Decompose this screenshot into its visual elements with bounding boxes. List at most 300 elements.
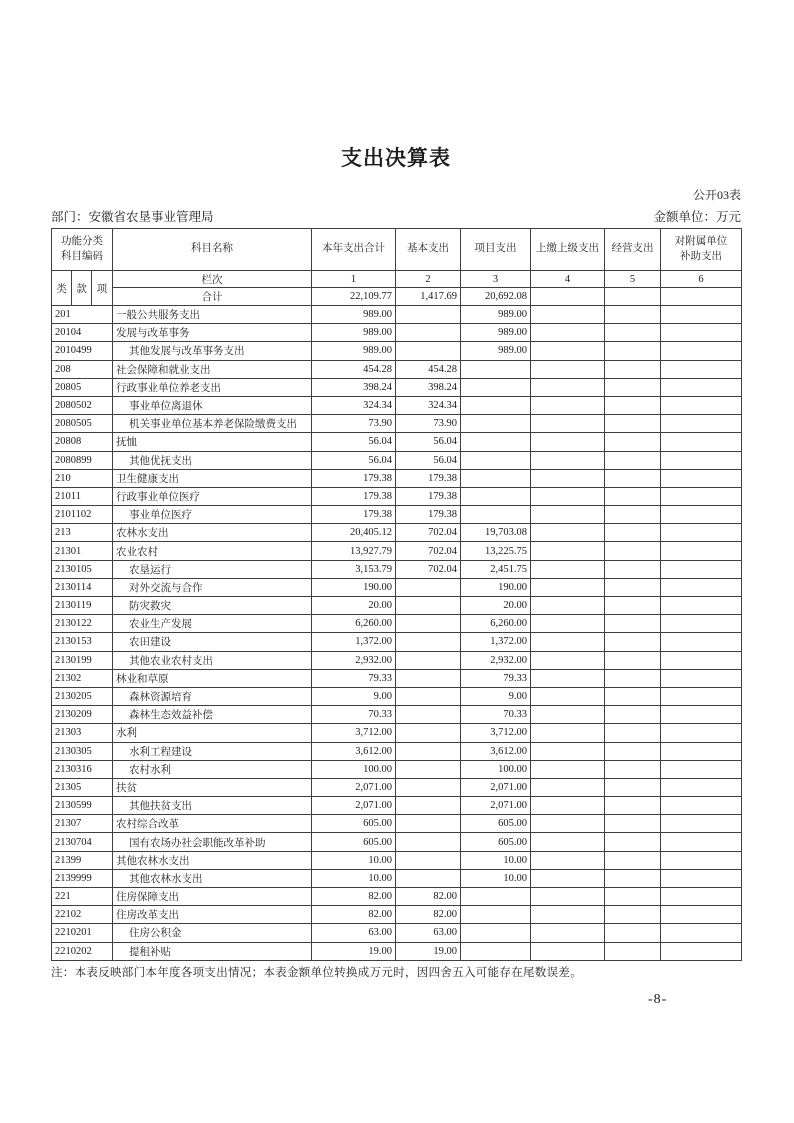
header-row-lanci — [52, 271, 742, 288]
table-row — [52, 615, 742, 633]
row-amount — [396, 615, 461, 633]
row-amount: 179.38 — [312, 469, 396, 487]
row-amount — [531, 633, 605, 651]
row-amount — [531, 306, 605, 324]
lanci-number-3: 3 — [461, 271, 531, 288]
page-content — [51, 0, 741, 980]
lanci-number-5: 5 — [605, 271, 661, 288]
row-amount — [531, 487, 605, 505]
table-row — [52, 633, 742, 651]
page-number: -8- — [648, 992, 668, 1007]
row-code: 20104 — [52, 324, 113, 342]
row-amount — [531, 797, 605, 815]
row-amount — [661, 615, 742, 633]
header-col-project: 项目支出 — [461, 229, 531, 271]
row-amount: 2,071.00 — [312, 778, 396, 796]
row-amount — [531, 869, 605, 887]
row-amount: 100.00 — [461, 760, 531, 778]
row-amount — [661, 797, 742, 815]
table-row — [52, 869, 742, 887]
header-col-subsidy-line1: 对附属单位 — [674, 236, 728, 248]
row-amount — [605, 869, 661, 887]
row-code: 21011 — [52, 487, 113, 505]
row-subject-name: 农村综合改革 — [113, 815, 312, 833]
row-code: 2080505 — [52, 415, 113, 433]
row-amount — [605, 560, 661, 578]
row-amount: 605.00 — [312, 815, 396, 833]
row-amount — [531, 560, 605, 578]
row-amount: 1,372.00 — [312, 633, 396, 651]
row-amount — [396, 742, 461, 760]
row-amount — [661, 542, 742, 560]
table-row — [52, 506, 742, 524]
row-amount — [531, 433, 605, 451]
row-subject-name: 农垦运行 — [113, 560, 312, 578]
row-amount: 179.38 — [312, 487, 396, 505]
row-amount: 2,071.00 — [461, 778, 531, 796]
row-amount: 398.24 — [396, 378, 461, 396]
row-subject-name: 住房公积金 — [113, 924, 312, 942]
row-amount — [605, 851, 661, 869]
row-amount: 70.33 — [312, 706, 396, 724]
table-row — [52, 669, 742, 687]
row-amount: 989.00 — [461, 324, 531, 342]
lanci-label: 栏次 — [113, 271, 312, 288]
row-amount — [605, 487, 661, 505]
row-subject-name: 农业农村 — [113, 542, 312, 560]
table-row — [52, 451, 742, 469]
row-amount — [605, 433, 661, 451]
row-amount — [605, 342, 661, 360]
table-row — [52, 888, 742, 906]
row-amount — [661, 597, 742, 615]
row-amount — [531, 778, 605, 796]
row-amount — [661, 815, 742, 833]
row-amount: 63.00 — [312, 924, 396, 942]
lanci-number-2: 2 — [396, 271, 461, 288]
row-code: 2130153 — [52, 633, 113, 651]
row-amount — [605, 706, 661, 724]
row-code: 2101102 — [52, 506, 113, 524]
row-amount — [661, 669, 742, 687]
row-amount: 100.00 — [312, 760, 396, 778]
header-col-subsidy-line2: 补助支出 — [680, 250, 723, 262]
lanci-number-1: 1 — [312, 271, 396, 288]
row-amount — [605, 451, 661, 469]
row-code: 2130599 — [52, 797, 113, 815]
row-amount — [396, 578, 461, 596]
row-amount — [605, 378, 661, 396]
row-code: 208 — [52, 360, 113, 378]
row-code: 2130119 — [52, 597, 113, 615]
row-code: 2130122 — [52, 615, 113, 633]
row-amount — [461, 487, 531, 505]
row-amount — [396, 724, 461, 742]
lanci-number-4: 4 — [531, 271, 605, 288]
row-amount — [461, 469, 531, 487]
row-amount: 454.28 — [312, 360, 396, 378]
row-subject-name: 社会保障和就业支出 — [113, 360, 312, 378]
table-row — [52, 851, 742, 869]
header-code-xiang: 项 — [92, 271, 113, 306]
table-row — [52, 797, 742, 815]
row-amount — [605, 578, 661, 596]
row-amount — [661, 724, 742, 742]
row-amount — [661, 342, 742, 360]
row-code: 2010499 — [52, 342, 113, 360]
row-amount — [661, 360, 742, 378]
row-amount — [461, 433, 531, 451]
row-amount — [605, 888, 661, 906]
row-amount: 605.00 — [312, 833, 396, 851]
row-amount — [661, 324, 742, 342]
row-amount — [531, 742, 605, 760]
row-amount: 2,071.00 — [461, 797, 531, 815]
row-amount — [605, 651, 661, 669]
row-amount — [605, 396, 661, 414]
row-amount — [661, 687, 742, 705]
row-amount — [531, 578, 605, 596]
row-amount — [531, 706, 605, 724]
row-amount — [531, 378, 605, 396]
row-code: 213 — [52, 524, 113, 542]
row-amount — [605, 360, 661, 378]
row-amount: 2,932.00 — [312, 651, 396, 669]
row-amount — [661, 524, 742, 542]
row-amount — [605, 597, 661, 615]
row-amount: 702.04 — [396, 560, 461, 578]
row-code: 21399 — [52, 851, 113, 869]
row-amount — [461, 888, 531, 906]
row-amount — [531, 906, 605, 924]
row-amount: 10.00 — [461, 869, 531, 887]
row-amount — [605, 742, 661, 760]
row-amount: 70.33 — [461, 706, 531, 724]
row-amount — [461, 378, 531, 396]
row-amount — [661, 415, 742, 433]
row-amount — [605, 815, 661, 833]
row-subject-name: 行政事业单位医疗 — [113, 487, 312, 505]
row-subject-name: 住房改革支出 — [113, 906, 312, 924]
row-amount: 2,932.00 — [461, 651, 531, 669]
header-code-group — [52, 229, 113, 271]
row-amount — [461, 906, 531, 924]
row-amount: 79.33 — [312, 669, 396, 687]
row-amount: 2,451.75 — [461, 560, 531, 578]
row-amount: 10.00 — [312, 851, 396, 869]
row-amount — [661, 487, 742, 505]
row-amount — [661, 888, 742, 906]
row-amount — [396, 706, 461, 724]
row-amount — [605, 833, 661, 851]
header-code-lei: 类 — [52, 271, 72, 306]
row-subject-name: 住房保障支出 — [113, 888, 312, 906]
row-amount — [605, 506, 661, 524]
row-code: 2130316 — [52, 760, 113, 778]
row-amount: 63.00 — [396, 924, 461, 942]
row-amount: 605.00 — [461, 833, 531, 851]
row-amount — [461, 506, 531, 524]
row-amount — [531, 924, 605, 942]
row-amount — [531, 324, 605, 342]
row-amount: 2,071.00 — [312, 797, 396, 815]
header-col-basic: 基本支出 — [396, 229, 461, 271]
row-amount — [531, 469, 605, 487]
table-row — [52, 778, 742, 796]
row-amount: 6,260.00 — [312, 615, 396, 633]
row-subject-name: 其他农林水支出 — [113, 869, 312, 887]
row-amount — [605, 778, 661, 796]
row-amount — [661, 378, 742, 396]
row-code: 210 — [52, 469, 113, 487]
header-col-operating: 经营支出 — [605, 229, 661, 271]
row-amount: 179.38 — [396, 487, 461, 505]
table-row — [52, 924, 742, 942]
row-subject-name: 森林资源培育 — [113, 687, 312, 705]
row-code: 21303 — [52, 724, 113, 742]
row-amount — [461, 415, 531, 433]
row-amount: 56.04 — [396, 433, 461, 451]
table-row — [52, 742, 742, 760]
row-subject-name: 发展与改革事务 — [113, 324, 312, 342]
row-amount — [531, 597, 605, 615]
row-amount — [531, 396, 605, 414]
row-amount — [396, 651, 461, 669]
row-amount — [661, 469, 742, 487]
row-amount — [605, 687, 661, 705]
table-row — [52, 906, 742, 924]
table-row — [52, 597, 742, 615]
table-row — [52, 415, 742, 433]
table-row — [52, 724, 742, 742]
row-amount — [661, 306, 742, 324]
row-amount: 13,927.79 — [312, 542, 396, 560]
row-amount — [661, 651, 742, 669]
header-row-main — [52, 229, 742, 271]
row-amount — [531, 360, 605, 378]
row-amount: 3,712.00 — [312, 724, 396, 742]
table-row — [52, 433, 742, 451]
row-subject-name: 对外交流与合作 — [113, 578, 312, 596]
row-amount — [531, 942, 605, 960]
row-code: 2210202 — [52, 942, 113, 960]
row-amount — [661, 942, 742, 960]
total-label: 合计 — [113, 288, 312, 306]
row-code: 22102 — [52, 906, 113, 924]
table-row — [52, 324, 742, 342]
table-row — [52, 815, 742, 833]
row-amount — [661, 451, 742, 469]
row-amount — [605, 724, 661, 742]
row-amount — [531, 851, 605, 869]
row-code: 2130199 — [52, 651, 113, 669]
row-amount: 3,153.79 — [312, 560, 396, 578]
row-amount — [605, 306, 661, 324]
row-amount — [396, 597, 461, 615]
total-project: 20,692.08 — [461, 288, 531, 306]
row-amount — [461, 942, 531, 960]
row-amount — [661, 869, 742, 887]
row-amount: 20.00 — [312, 597, 396, 615]
row-code: 2080502 — [52, 396, 113, 414]
row-subject-name: 抚恤 — [113, 433, 312, 451]
row-amount: 3,712.00 — [461, 724, 531, 742]
row-amount — [531, 724, 605, 742]
row-subject-name: 其他优抚支出 — [113, 451, 312, 469]
table-row — [52, 542, 742, 560]
row-subject-name: 卫生健康支出 — [113, 469, 312, 487]
row-amount: 9.00 — [461, 687, 531, 705]
row-amount — [396, 760, 461, 778]
row-amount — [661, 706, 742, 724]
row-subject-name: 国有农场办社会职能改革补助 — [113, 833, 312, 851]
row-amount: 73.90 — [396, 415, 461, 433]
row-amount — [661, 506, 742, 524]
row-subject-name: 水利 — [113, 724, 312, 742]
form-code: 公开03表 — [692, 188, 741, 202]
row-amount: 1,372.00 — [461, 633, 531, 651]
row-code: 221 — [52, 888, 113, 906]
table-row — [52, 833, 742, 851]
row-amount — [605, 415, 661, 433]
row-subject-name: 一般公共服务支出 — [113, 306, 312, 324]
row-amount: 190.00 — [461, 578, 531, 596]
row-amount: 6,260.00 — [461, 615, 531, 633]
row-amount — [531, 888, 605, 906]
row-amount: 73.90 — [312, 415, 396, 433]
row-amount — [461, 451, 531, 469]
row-amount — [661, 760, 742, 778]
row-code: 21301 — [52, 542, 113, 560]
row-code: 2130114 — [52, 578, 113, 596]
row-subject-name: 扶贫 — [113, 778, 312, 796]
row-amount — [605, 633, 661, 651]
row-amount — [396, 306, 461, 324]
row-amount: 82.00 — [396, 888, 461, 906]
row-code: 20808 — [52, 433, 113, 451]
row-amount: 56.04 — [312, 433, 396, 451]
row-amount: 989.00 — [461, 342, 531, 360]
row-amount — [605, 469, 661, 487]
row-amount: 20.00 — [461, 597, 531, 615]
row-subject-name: 森林生态效益补偿 — [113, 706, 312, 724]
row-code: 2130209 — [52, 706, 113, 724]
row-code: 20805 — [52, 378, 113, 396]
row-amount: 3,612.00 — [312, 742, 396, 760]
row-amount — [531, 451, 605, 469]
table-row — [52, 469, 742, 487]
row-amount: 179.38 — [396, 506, 461, 524]
meta-line — [51, 207, 741, 225]
row-code: 2210201 — [52, 924, 113, 942]
row-amount — [605, 797, 661, 815]
row-amount: 20,405.12 — [312, 524, 396, 542]
row-amount — [531, 669, 605, 687]
row-amount: 10.00 — [461, 851, 531, 869]
row-amount — [605, 524, 661, 542]
row-amount — [396, 324, 461, 342]
row-subject-name: 其他农业农村支出 — [113, 651, 312, 669]
row-amount: 19,703.08 — [461, 524, 531, 542]
total-basic: 1,417.69 — [396, 288, 461, 306]
row-amount: 605.00 — [461, 815, 531, 833]
row-amount — [396, 815, 461, 833]
row-amount — [461, 360, 531, 378]
row-amount — [661, 778, 742, 796]
row-amount — [531, 524, 605, 542]
table-row — [52, 378, 742, 396]
row-subject-name: 水利工程建设 — [113, 742, 312, 760]
row-amount: 82.00 — [312, 906, 396, 924]
row-amount: 179.38 — [312, 506, 396, 524]
row-amount — [396, 342, 461, 360]
table-row — [52, 578, 742, 596]
header-code-kuan: 款 — [72, 271, 92, 306]
total-annual: 22,109.77 — [312, 288, 396, 306]
row-amount: 56.04 — [312, 451, 396, 469]
row-amount: 324.34 — [396, 396, 461, 414]
row-code: 2130105 — [52, 560, 113, 578]
total-upper-level — [531, 288, 605, 306]
row-amount: 989.00 — [312, 306, 396, 324]
row-amount — [661, 833, 742, 851]
row-amount — [661, 578, 742, 596]
row-code: 2139999 — [52, 869, 113, 887]
row-amount — [661, 633, 742, 651]
row-amount — [605, 324, 661, 342]
row-amount — [661, 742, 742, 760]
table-row — [52, 687, 742, 705]
row-amount: 3,612.00 — [461, 742, 531, 760]
row-amount — [531, 760, 605, 778]
row-subject-name: 防灾救灾 — [113, 597, 312, 615]
row-amount — [605, 760, 661, 778]
footnote: 注：本表反映部门本年度各项支出情况；本表金额单位转换成万元时，因四舍五入可能存在尾数误差。 — [51, 966, 582, 979]
table-row — [52, 760, 742, 778]
department-label: 部门：安徽省农垦事业管理局 — [51, 210, 214, 224]
row-amount — [396, 833, 461, 851]
unit-label: 金额单位：万元 — [653, 210, 741, 224]
row-amount: 9.00 — [312, 687, 396, 705]
row-amount: 702.04 — [396, 524, 461, 542]
total-operating — [605, 288, 661, 306]
row-amount: 989.00 — [312, 342, 396, 360]
row-amount — [396, 687, 461, 705]
row-amount: 989.00 — [312, 324, 396, 342]
row-amount — [531, 687, 605, 705]
row-amount — [605, 906, 661, 924]
lanci-number-6: 6 — [661, 271, 742, 288]
row-amount: 82.00 — [396, 906, 461, 924]
row-amount — [531, 506, 605, 524]
row-amount: 13,225.75 — [461, 542, 531, 560]
row-code: 2130305 — [52, 742, 113, 760]
row-amount: 324.34 — [312, 396, 396, 414]
row-amount: 10.00 — [312, 869, 396, 887]
row-amount — [396, 869, 461, 887]
row-subject-name: 其他发展与改革事务支出 — [113, 342, 312, 360]
row-amount — [531, 542, 605, 560]
row-amount — [531, 415, 605, 433]
header-col-annual-total: 本年支出合计 — [312, 229, 396, 271]
header-col-subsidy — [661, 229, 742, 271]
header-subject-name: 科目名称 — [113, 229, 312, 271]
row-code: 201 — [52, 306, 113, 324]
table-row — [52, 396, 742, 414]
row-amount: 190.00 — [312, 578, 396, 596]
table-row — [52, 706, 742, 724]
row-code: 21307 — [52, 815, 113, 833]
